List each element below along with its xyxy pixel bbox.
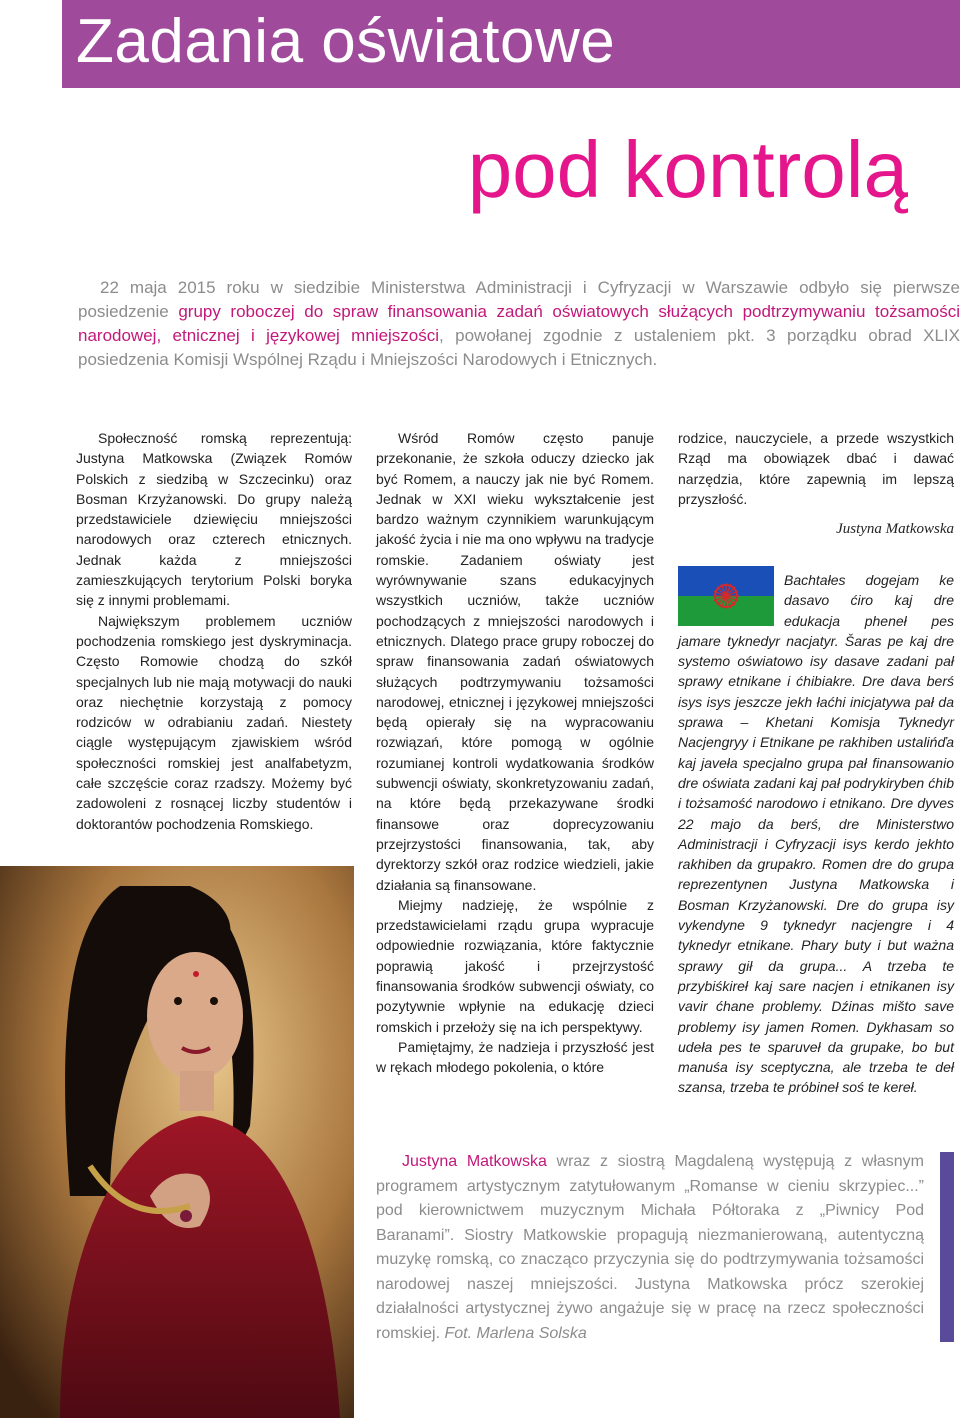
side-bar xyxy=(940,1152,954,1342)
column-3 xyxy=(678,428,954,539)
page-title: Zadania oświatowe xyxy=(76,7,616,76)
photo-credit: Fot. Marlena Solska xyxy=(444,1324,587,1342)
column-2-paragraph-2: Miejmy nadzieję, że wspólnie z przedstawicielami rządu grupa wypracuje odpowiednie rozwiązania, które faktycznie poprawią jakość i przejrzystość finansowania środków subwencji oświaty, co pozytywnie wpłynie na edukację dzieci romskich i przełoży się na ich perspektywy. xyxy=(376,896,654,1035)
page-subtitle: pod kontrolą xyxy=(467,125,908,214)
column-1-paragraph-2: Największym problemem uczniów pochodzenia romskiego jest dyskryminacja. Często Romowie chodzą do szkół specjalnych lub nie mają motywacji do nauki oraz niechętnie korzystają z pomocy rodziców w odrabianiu zadań. Niestety ciągle występującym zjawiskiem wśród społeczności romskiej jest analfabetyzm, całe szczęście coraz rzadszy. Możemy być zadowoleni z rosnącej liczby studentów i doktorantów pochodzenia Romskiego. xyxy=(76,612,352,832)
signature: Justyna Matkowska xyxy=(836,521,954,538)
column-2-paragraph-1: Wśród Romów często panuje przekonanie, że szkoła oduczy dziecko jak być Romem, a nauczy jak nie być Romem. Jednak w XXI wieku wykształcenie jest bardzo ważnym czynnikiem warunkującym jakość życia i nie ma ono wpływu na tradycje romskie. Zadaniem oświaty jest wyrównywanie szans edukacyjnych wszystkich uczniów, także uczniów pochodzących z mniejszości narodowych i etnicznych. Dlatego prace grupy roboczej do spraw finansowania zadań oświatowych służących podtrzymywaniu tożsamości narodowej, etnicznej i językowej mniejszości będą opierały się na wypracowaniu rozwiązań, które pomogą w ogólnie rozumianej kontroli wydatkowania środków subwencji oświaty, skonkretyzowaniu zadań, na które będą przekazywane środki finansowe oraz doprecyzowaniu przejrzystości finansowania, tak, aby dyrektorzy szkół oraz rodzice wiedzieli, jakie działania są finansowane. xyxy=(376,430,654,893)
lead-paragraph xyxy=(78,276,960,372)
portrait-photo xyxy=(0,866,354,1418)
bio-name: Justyna Matkowska xyxy=(402,1153,547,1170)
bio-text: wraz z siostrą Magdaleną występują z własnym programem artystycznym zatytułowanym „Romanse w cieniu skrzypiec...” pod kierownictwem muzycznym Michała Półtoraka z „Piwnicy Pod Baranami”. Siostry Matkowskie propagują niezmanierowaną, autentyczną muzykę romską, co znacząco przyczynia się do podtrzymywania tożsamości narodowej naszej mniejszości. Justyna Matkowska prócz szerokiej działalności artystycznej żywo angażuje się w pracę na rzecz społeczności romskiej. xyxy=(376,1153,925,1342)
lead-highlight: grupy roboczej do spraw finansowania zadań oświatowych służących podtrzymywaniu tożsamości narodowej, etnicznej i językowej mniejszości xyxy=(78,302,960,345)
bio-paragraph xyxy=(376,1150,924,1346)
column-2-paragraph-3: Pamiętajmy, że nadzieja i przyszłość jest w rękach młodego pokolenia, o które xyxy=(376,1038,654,1076)
column-3-paragraph-1: rodzice, nauczyciele, a przede wszystkich Rząd ma obowiązek dbać i dawać narzędzia, które zapewnią im lepszą przyszłość. xyxy=(678,430,954,507)
column-1 xyxy=(76,428,352,834)
title-band xyxy=(62,0,960,88)
lead-text-2: , powołanej zgodnie z ustaleniem pkt. 3 porządku obrad XLIX posiedzenia Komisji Wspólnej Rządu i Mniejszości Narodowych i Etnicznych. xyxy=(78,326,960,369)
lead-text-1: 22 maja 2015 roku w siedzibie Ministerstwa Administracji i Cyfryzacji w Warszawie odbyło się pierwsze posiedzenie xyxy=(78,278,960,321)
column-2 xyxy=(376,428,654,1078)
romani-text xyxy=(678,570,954,1098)
column-1-paragraph-1: Społeczność romską reprezentują: Justyna Matkowska (Związek Romów Polskich z siedzibą w Szczecinku) oraz Bosman Krzyżanowski. Do grupy należą przedstawiciele dziewięciu mniejszości narodowych oraz czterech etnicznych. Jednak każda z mniejszości zamieszkujących terytorium Polski boryka się z innymi problemami. xyxy=(76,430,352,609)
romani-paragraph: Bachtałes dogejam ke dasavo ćiro kaj dre edukacja pheneł pes jamare tyknedyr nacjatyr. Šaras pe kaj dre systemo oświatowo isy dasave zadani pał sprawy etnikane i ćhibiakre. Dre dava berś isys isys jeszcze jekh łaćhi inicjatywa pał da sprawa – Khetani Komisja Tyknedyr Nacjengryy i Etnikane pe rakhiben ustalińďa kaj javeła specjalno grupa pał finansowanio dre oświata zadani kaj pał podrykiryben ćhib i tożsamość narodowo i etnikano. Dre dyves 22 majo da berś, dre Ministerstwo Administracji i Cyfryzacji isys kerdo jekhto rakhiben da grupakro. Romen dre do grupa reprezentynen Justyna Matkowska i Bosman Krzyżanowski. Dre do grupa isy vykendyne 9 tyknedyr nacjengre i 4 tyknedyr etnikane. Phary buty i but ważna sprawy gił da grupa... A trzeba te przybiśkireł kaj sare nacjen i etnikanen isy vavir ćhane problemy. Dźinas mišto save problemy isy jamen Romen. Dykhasam so udeła pes te sparuveł da grupake, bo but manuśa isy sceptyczna, ale trzeba te deł szansa, trzeba te próbineł soś te kereł. xyxy=(678,572,954,1096)
